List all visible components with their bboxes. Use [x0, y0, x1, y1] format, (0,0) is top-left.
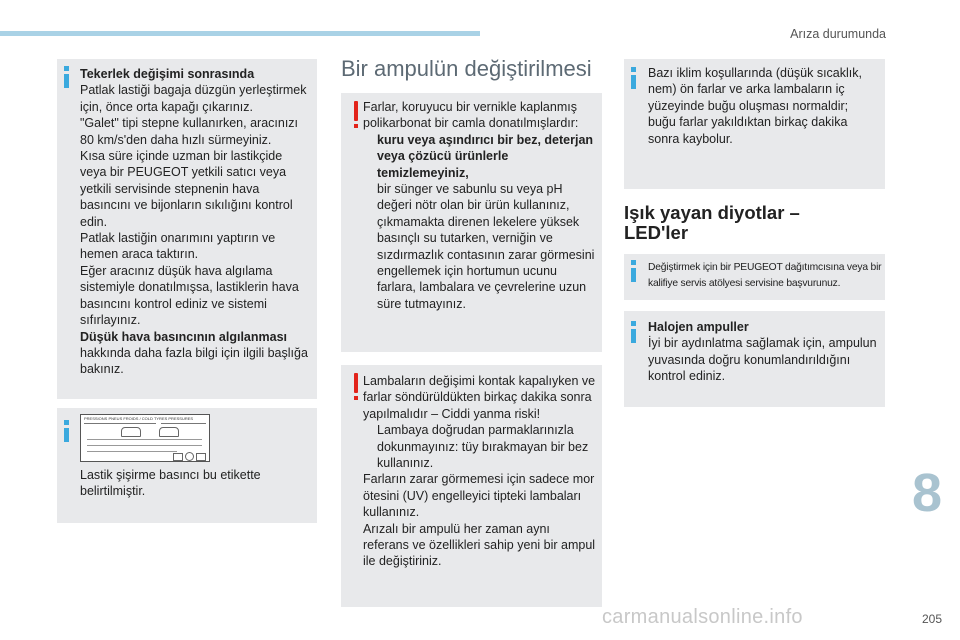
- info-box-condensation: [624, 59, 885, 189]
- paragraph: "Galet" tipi stepne kullanırken, aracınızı 80 km/s'den daha hızlı sürmeyiniz.: [80, 116, 299, 147]
- info-icon: [64, 420, 69, 442]
- bullet-icon: [363, 132, 377, 181]
- bullet-icon: [363, 214, 377, 312]
- page-number: 205: [921, 612, 942, 626]
- bullet-icon: [363, 422, 377, 471]
- header-accent-bar: [0, 31, 480, 36]
- list-item: kuru veya aşındırıcı bir bez, deterjan veya çözücü ürünlerle temizlemeyiniz,: [363, 132, 599, 181]
- car-icon: [159, 427, 179, 437]
- list-item: Lambaya doğrudan parmaklarınızla dokunmayınız: tüy bırakmayan bir bez kullanınız.: [363, 422, 599, 471]
- warning-text: [363, 373, 599, 570]
- paragraph: Farların zarar görmemesi için sadece mor ötesini (UV) engelleyici tipteki lambaları kullanınız.: [363, 472, 595, 520]
- car-icon: [121, 427, 141, 437]
- paragraph: Arızalı bir ampulü her zaman aynı referans ve özellikleri sahip yeni bir ampul ile değiştiriniz.: [363, 521, 596, 569]
- warning-icon: [352, 373, 360, 400]
- paragraph: Patlak lastiğin onarımını yaptırın ve hemen araca taktırın.: [80, 231, 276, 262]
- heading-bulb-replacement: Bir ampulün değiştirilmesi: [341, 56, 592, 81]
- paragraph: Patlak lastiği bagaja düzgün yerleştirmek için, önce orta kapağı çıkarınız.: [80, 83, 307, 114]
- info-text: Değiştirmek için bir PEUGEOT dağıtımcısına veya bir kalifiye servis atölyesi servisine başvurunuz.: [648, 262, 882, 289]
- list-item: çıkmamakta direnen lekelere yüksek basınçlı su tutarken, verniğin ve sızdırmazlık contasının zarar görmesini engellemek için hortumun ucunu farlara, lambalara ve çevrelerine uzun süre tutmayınız.: [363, 214, 599, 312]
- warning-box-bulb-handling: [341, 365, 602, 607]
- info-icon: [631, 67, 636, 89]
- warning-icon: [352, 101, 360, 128]
- heading-led: Işık yayan diyotlar – LED'ler: [624, 202, 800, 243]
- info-box-text: [80, 66, 312, 378]
- label-caption: PRESSIONS PNEUS FROIDS / COLD TYRES PRESSURES: [84, 416, 194, 421]
- paragraph: Eğer aracınız düşük hava algılama sistemiyle donatılmışsa, lastiklerin hava basıncını kontrol ediniz ve sistemi sıfırlayınız.: [80, 263, 299, 328]
- paragraph: Kısa süre içinde uzman bir lastikçide veya bir PEUGEOT yetkili satıcı veya yetkili servisinde stepnenin hava basıncını ve bijonların sıkılığını kontrol edin.: [80, 149, 293, 229]
- info-icon: [631, 260, 636, 282]
- box-subtitle: Düşük hava basıncının algılanması: [80, 329, 288, 344]
- info-box-led: [624, 254, 885, 300]
- watermark: carmanualsonline.info: [602, 606, 803, 628]
- paragraph: İyi bir aydınlatma sağlamak için, ampulun yuvasında doğru konumlandırıldığını kontrol ediniz.: [648, 336, 877, 384]
- paragraph: Farlar, koruyucu bir vernikle kaplanmış polikarbonat bir camla donatılmışlardır:: [363, 100, 579, 131]
- box-title: Tekerlek değişimi sonrasında: [80, 67, 255, 81]
- info-box-after-wheel-change: [57, 59, 317, 399]
- bullet-icon: [363, 181, 377, 214]
- box-title: Halojen ampuller: [648, 320, 749, 334]
- chapter-number: 8: [911, 463, 942, 523]
- warning-text: [363, 99, 599, 312]
- section-title: Arıza durumunda: [790, 27, 886, 41]
- warning-box-headlamp-cleaning: [341, 93, 602, 352]
- tyre-label-text: Lastik şişirme basıncı bu etikette belirtilmiştir.: [80, 468, 261, 499]
- info-box-halogen: [624, 311, 885, 407]
- info-text: [648, 319, 878, 385]
- tyre-pressure-label-image: [80, 414, 210, 462]
- info-text: Bazı iklim koşullarında (düşük sıcaklık, nem) ön farlar ve arka lambaların iç yüzeyinde buğu oluşması normaldir; buğu farlar yakıldıktan birkaç dakika sonra kaybolur.: [648, 66, 862, 146]
- info-icon: [631, 321, 636, 343]
- paragraph: Lambaların değişimi kontak kapalıyken ve farlar söndürüldükten birkaç dakika sonra yapılmalıdır – Ciddi yanma riski!: [363, 374, 596, 421]
- paragraph: hakkında daha fazla bilgi için ilgili başlığa bakınız.: [80, 345, 308, 377]
- list-item: bir sünger ve sabunlu su veya pH değeri nötr olan bir ürün kullanınız,: [363, 181, 599, 214]
- info-icon: [64, 66, 69, 88]
